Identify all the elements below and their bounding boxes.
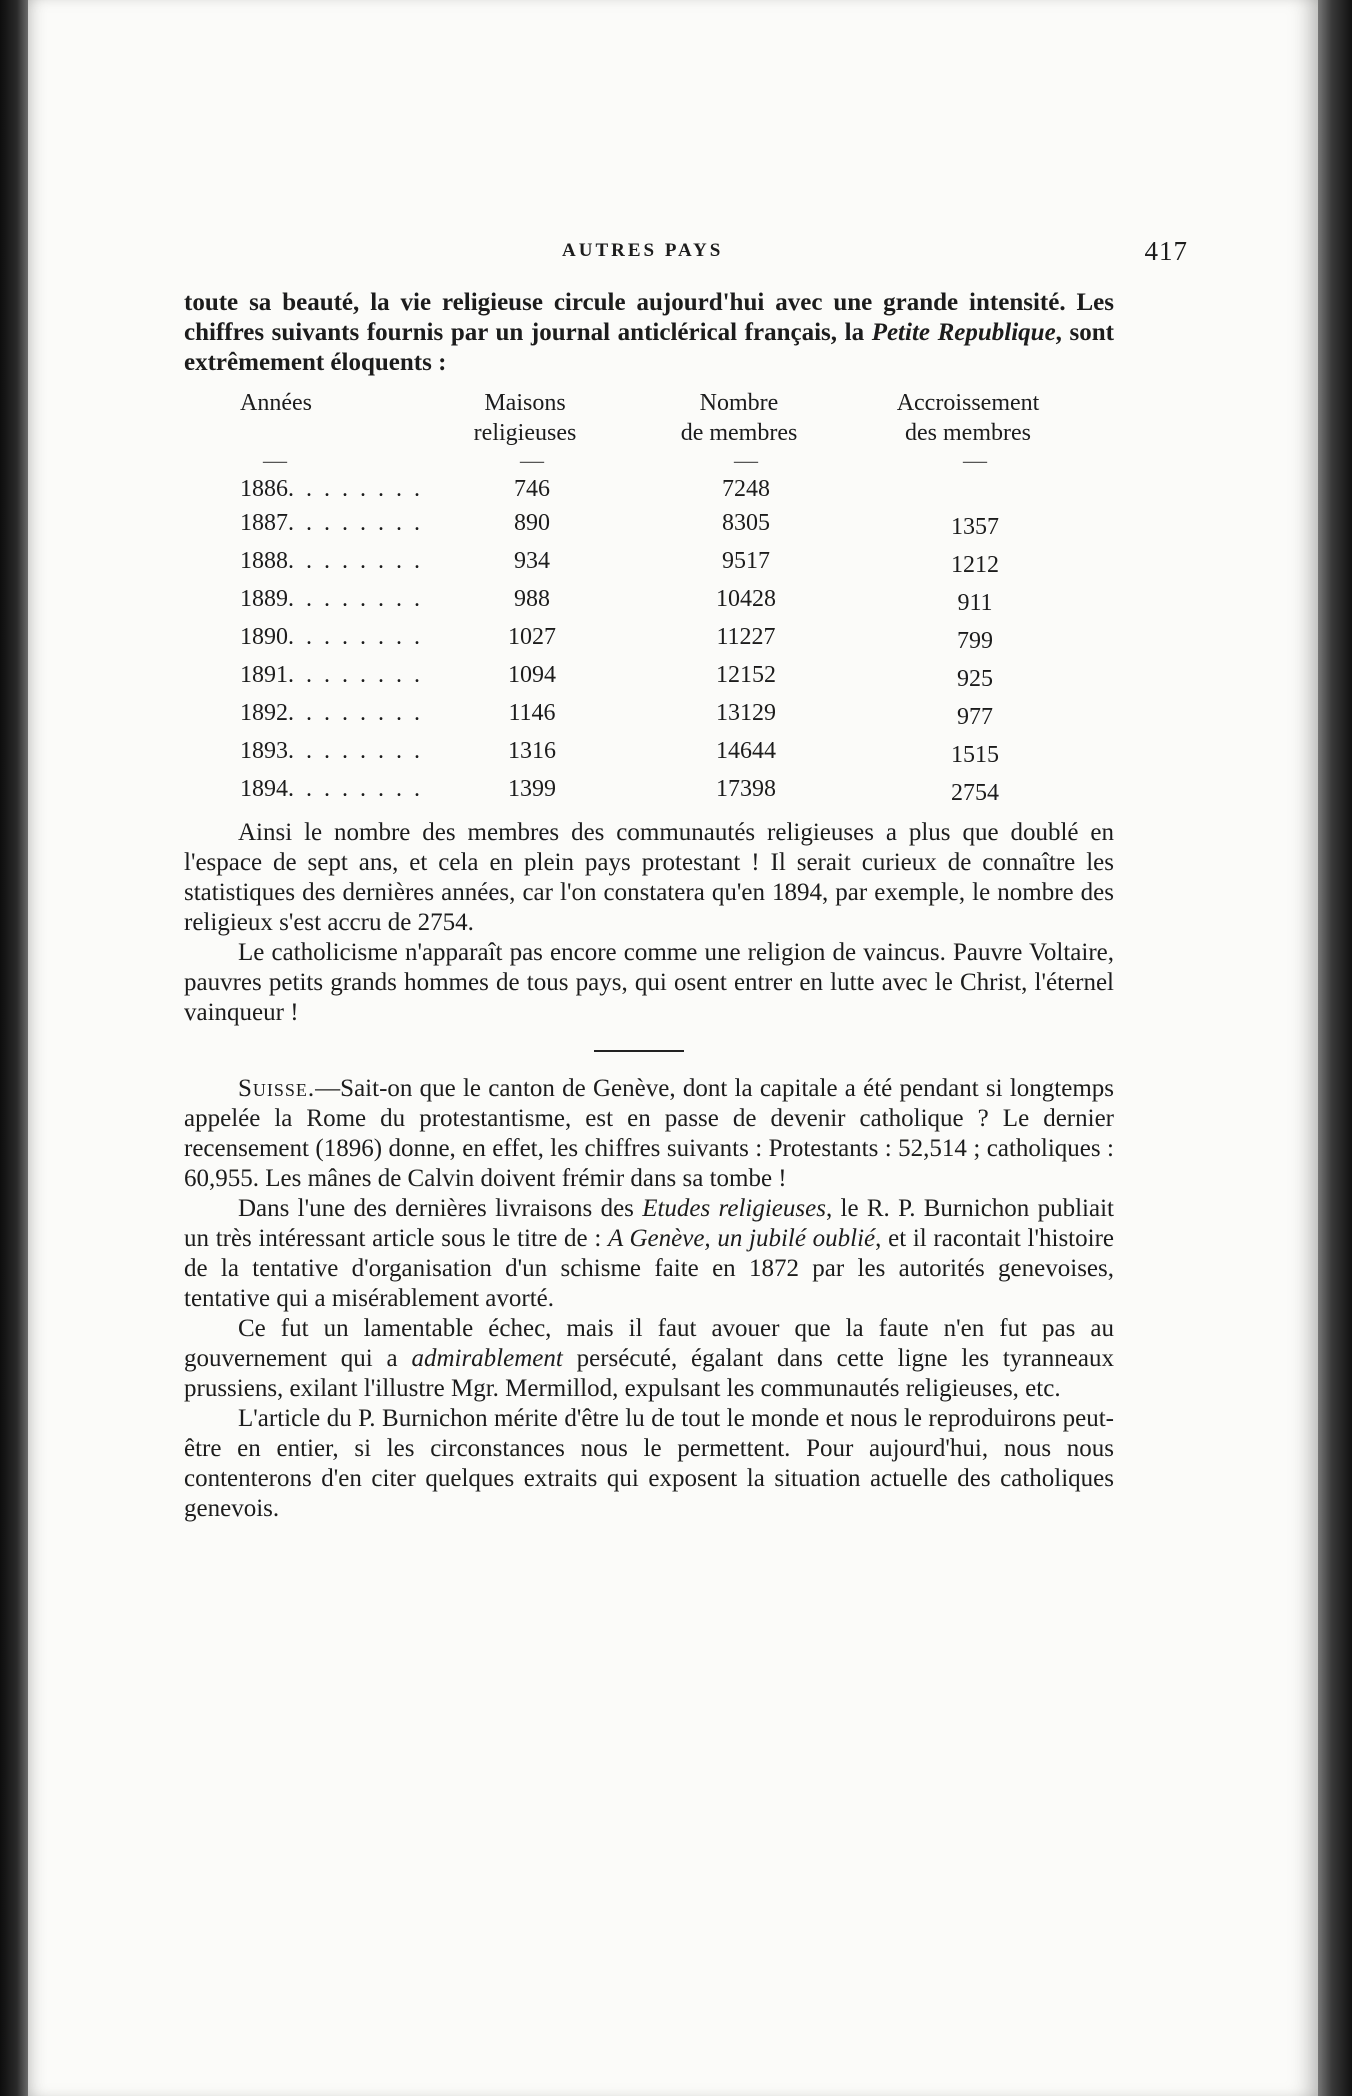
- growth-cell: 925: [957, 666, 993, 692]
- leader-dots: . . . . . . . .: [288, 662, 423, 688]
- growth-cell: [858, 474, 1092, 504]
- members-cell: 12152: [716, 662, 776, 688]
- year-cell: 1891. . . . . . . .: [240, 662, 423, 688]
- intro-text-2: , sont extrêmement éloquents :: [184, 319, 1114, 376]
- intro-paragraph: [184, 288, 1114, 378]
- statistics-table: [240, 388, 1092, 808]
- year-cell: 1892. . . . . . . .: [240, 700, 423, 726]
- members-cell: 13129: [716, 700, 776, 726]
- growth-cell: 1212: [951, 552, 999, 578]
- table-row: [240, 656, 1092, 694]
- book-page: [28, 0, 1318, 2096]
- houses-cell: 1094: [508, 662, 556, 688]
- body-text: [184, 288, 1114, 1524]
- paragraph-echec: [184, 1314, 1114, 1404]
- leader-dots: . . . . . . . .: [288, 776, 423, 802]
- houses-cell: 1316: [508, 738, 556, 764]
- members-cell: 11227: [716, 624, 776, 650]
- growth-cell: 977: [957, 704, 993, 730]
- burnichon-text-c: , et il racontait l'histoire de la tentative d'organisation d'un schisme faite en 1872 par les autorités genevoises, tentative qui a misérablement avorté.: [184, 1225, 1114, 1312]
- header-growth: Accroissement des membres: [896, 390, 1040, 446]
- paragraph-article: L'article du P. Burnichon mérite d'être lu de tout le monde et nous le reproduirons peut-être en entier, si les circonstances nous le permettent. Pour aujourd'hui, nous nous contenterons d'en citer quelques extraits qui exposent la situation actuelle des catholiques genevois.: [184, 1405, 1114, 1522]
- section-label-suisse: Suisse.: [238, 1075, 316, 1102]
- header-houses: Maisons religieuses: [473, 390, 577, 446]
- table-body: [240, 448, 1092, 808]
- dash-cell: —: [263, 448, 287, 474]
- leader-dots: . . . . . . . .: [288, 624, 423, 650]
- table-row: [240, 770, 1092, 808]
- paragraph-ainsi: Ainsi le nombre des membres des communautés religieuses a plus que doublé en l'espace de sept ans, et cela en plein pays protestant ! Il serait curieux de connaître les statistiques des dernières années, car l'on constatera qu'en 1894, par exemple, le nombre des religieux s'est accru de 2754.: [184, 819, 1114, 936]
- table-dash-row: [240, 448, 1092, 474]
- year-cell: 1894. . . . . . . .: [240, 776, 423, 802]
- dash-cell: —: [963, 448, 987, 474]
- suisse-text: —Sait-on que le canton de Genève, dont la capitale a été pendant si longtemps appelée la Rome du protestantisme, est en passe de devenir catholique ? Le dernier recensement (1896) donne, en effet, les chiffres suivants : Protestants : 52,514 ; catholiques : 60,955. Les mânes de Calvin doivent frémir dans sa tombe !: [184, 1075, 1114, 1192]
- year-cell: 1887. . . . . . . .: [240, 510, 423, 536]
- year-cell: 1888. . . . . . . .: [240, 548, 423, 574]
- page-number: 417: [1144, 236, 1188, 266]
- table-row: [240, 580, 1092, 618]
- intro-journal-name: Petite Republique: [871, 319, 1056, 346]
- burnichon-text-a: Dans l'une des dernières livraisons des: [238, 1195, 643, 1222]
- table-row: [240, 542, 1092, 580]
- etudes-religieuses-title: Etudes religieuses: [642, 1195, 826, 1222]
- year-cell: 1886. . . . . . . .: [240, 476, 423, 502]
- members-cell: 7248: [722, 476, 770, 502]
- paragraph-suisse: [184, 1074, 1114, 1194]
- paragraph-catholicisme: Le catholicisme n'apparaît pas encore comme une religion de vaincus. Pauvre Voltaire, pauvres petits grands hommes de tous pays, qui osent entrer en lutte avec le Christ, l'éternel vainqueur !: [184, 939, 1114, 1026]
- members-cell: 14644: [716, 738, 776, 764]
- year-cell: 1893. . . . . . . .: [240, 738, 423, 764]
- table-row: [240, 732, 1092, 770]
- growth-cell: 799: [957, 628, 993, 654]
- members-cell: 9517: [722, 548, 770, 574]
- scan-right-edge: [1318, 0, 1352, 2096]
- table-row: [240, 504, 1092, 542]
- leader-dots: . . . . . . . .: [288, 700, 423, 726]
- emphasis-admirablement: admirablement: [411, 1345, 563, 1372]
- running-head-title: AUTRES PAYS: [562, 240, 724, 261]
- header-members: Nombre de membres: [680, 390, 798, 446]
- growth-cell: 2754: [951, 780, 999, 806]
- leader-dots: . . . . . . . .: [288, 738, 423, 764]
- leader-dots: . . . . . . . .: [288, 586, 423, 612]
- houses-cell: 890: [514, 510, 550, 536]
- article-title: A Genève, un jubilé oublié: [607, 1225, 876, 1252]
- houses-cell: 1146: [508, 700, 556, 726]
- leader-dots: . . . . . . . .: [288, 510, 423, 536]
- houses-cell: 934: [514, 548, 550, 574]
- dash-cell: —: [520, 448, 544, 474]
- houses-cell: 1399: [508, 776, 556, 802]
- running-head: [528, 236, 1188, 276]
- growth-cell: 911: [957, 590, 993, 616]
- members-cell: 8305: [722, 510, 770, 536]
- table-row: [240, 474, 1092, 504]
- echec-text-b: persécuté, égalant dans cette ligne les tyranneaux prussiens, exilant l'illustre Mgr. Mermillod, expulsant les communautés religieuses, etc.: [184, 1345, 1114, 1402]
- section-divider: [594, 1050, 684, 1052]
- leader-dots: . . . . . . . .: [288, 548, 423, 574]
- table-row: [240, 694, 1092, 732]
- members-cell: 10428: [716, 586, 776, 612]
- table-header-row: [240, 388, 1092, 448]
- table-row: [240, 618, 1092, 656]
- year-cell: 1890. . . . . . . .: [240, 624, 423, 650]
- growth-cell: 1515: [951, 742, 999, 768]
- growth-cell: 1357: [951, 514, 999, 540]
- echec-text-a: Ce fut un lamentable échec, mais il faut avouer que la faute n'en fut pas au gouvernement qui a: [184, 1315, 1114, 1372]
- intro-text-1: toute sa beauté, la vie religieuse circule aujourd'hui avec une grande intensité. Les chiffres suivants fournis par un journal anticlérical français, la: [184, 289, 1114, 346]
- houses-cell: 988: [514, 586, 550, 612]
- header-years: Années: [240, 390, 312, 416]
- leader-dots: . . . . . . . .: [288, 476, 423, 502]
- houses-cell: 746: [514, 476, 550, 502]
- burnichon-text-b: , le R. P. Burnichon publiait un très intéressant article sous le titre de :: [184, 1195, 1114, 1252]
- dash-cell: —: [734, 448, 758, 474]
- scan-left-edge: [0, 0, 28, 2096]
- year-cell: 1889. . . . . . . .: [240, 586, 423, 612]
- paragraph-burnichon: [184, 1194, 1114, 1314]
- members-cell: 17398: [716, 776, 776, 802]
- houses-cell: 1027: [508, 624, 556, 650]
